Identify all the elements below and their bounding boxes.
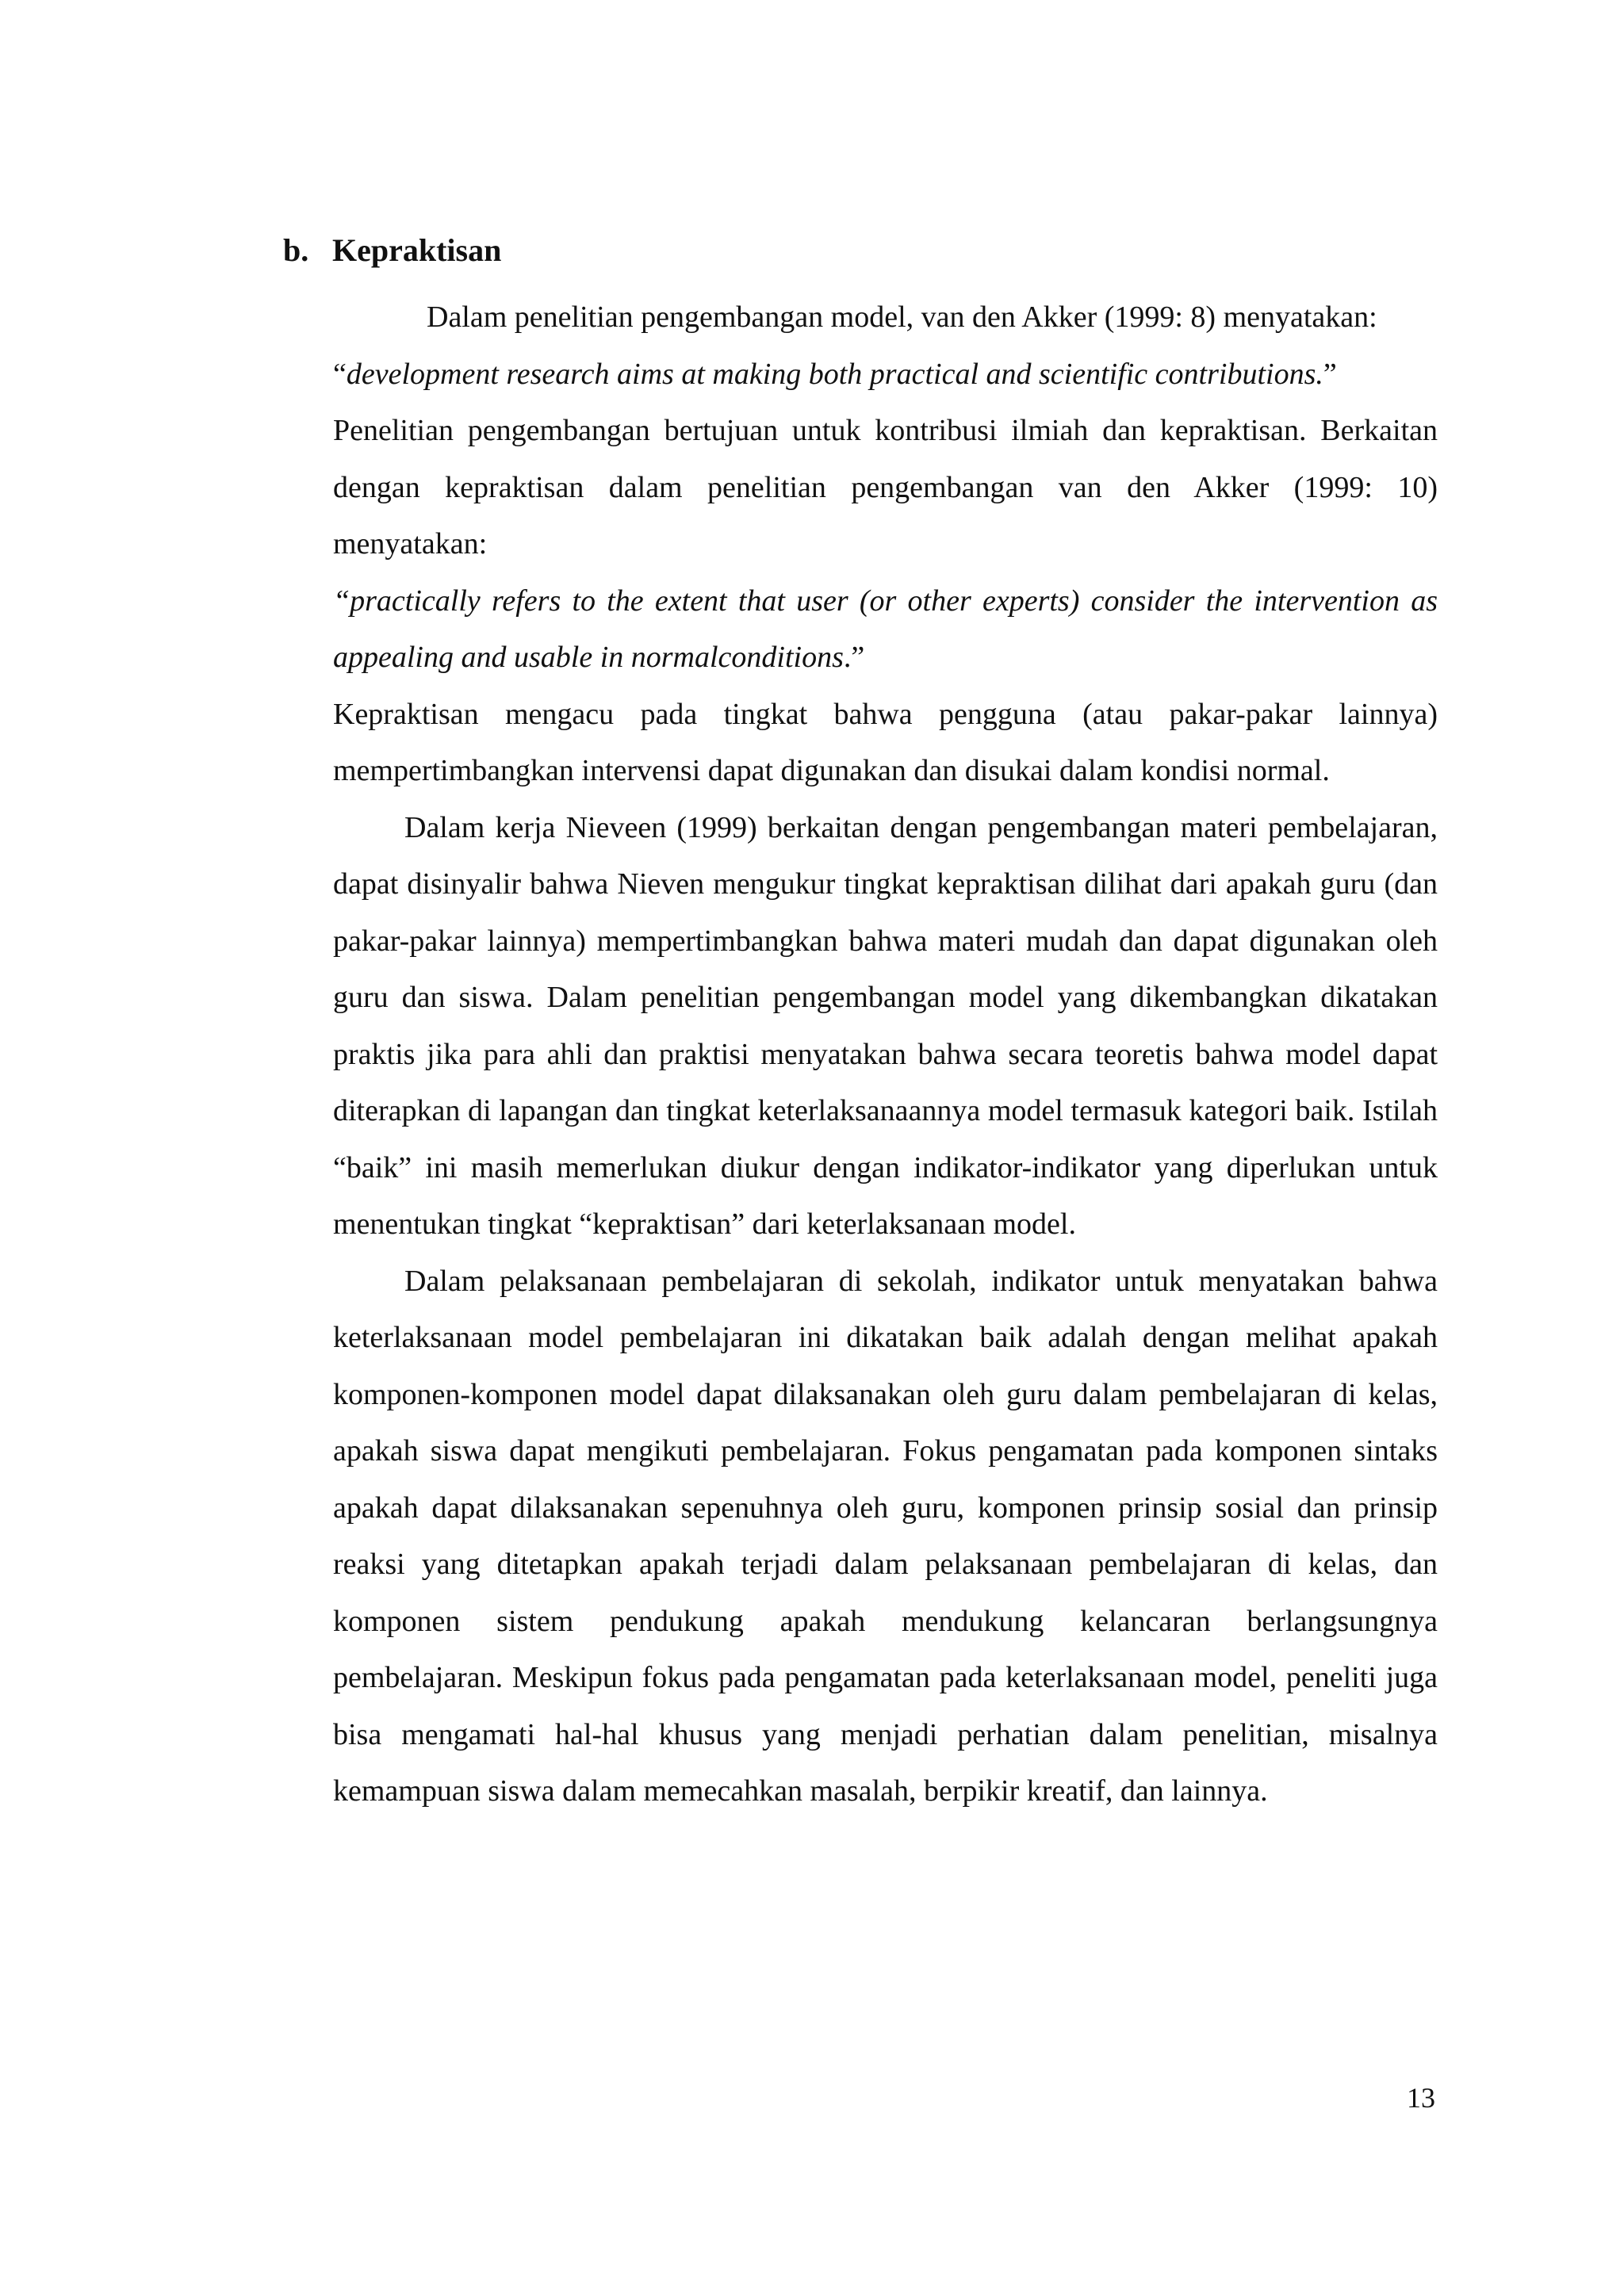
section-heading <box>283 232 501 270</box>
paragraph-kepraktisan-definition: Kepraktisan mengacu pada tingkat bahwa pengguna (atau pakar-pakar lainnya) mempertimbangkan intervensi dapat digunakan dan disukai dalam kondisi normal. <box>333 697 1438 787</box>
section-title: Kepraktisan <box>332 232 502 268</box>
quote-text: “practically refers to the extent that user (or other experts) consider the intervention as appealing and usable in normalconditions <box>333 584 1438 674</box>
body-text <box>333 289 1438 1820</box>
quote-close-mark: ” <box>1323 357 1337 391</box>
paragraph-intro: Dalam penelitian pengembangan model, van den Akker (1999: 8) menyatakan: <box>427 300 1377 334</box>
quote-open-mark: “ <box>333 357 347 391</box>
paragraph-nieveen: Dalam kerja Nieveen (1999) berkaitan dengan pengembangan materi pembelajaran, dapat disinyalir bahwa Nieven mengukur tingkat kepraktisan dilihat dari apakah guru (dan pakar-pakar lainnya) mempertimbangkan bahwa materi mudah dan dapat digunakan oleh guru dan siswa. Dalam penelitian pengembangan model yang dikembangkan dikatakan praktis jika para ahli dan praktisi menyatakan bahwa secara teoretis bahwa model dapat diterapkan di lapangan dan tingkat keterlaksanaannya model termasuk kategori baik. Istilah “baik” ini masih memerlukan diukur dengan indikator-indikator yang diperlukan untuk menentukan tingkat “kepraktisan” dari keterlaksanaan model. <box>333 810 1438 1241</box>
quote-development-research <box>333 346 1438 404</box>
paragraph-implementation: Dalam pelaksanaan pembelajaran di sekolah, indikator untuk menyatakan bahwa keterlaksanaan model pembelajaran ini dikatakan baik adalah dengan melihat apakah komponen-komponen model dapat dilaksanakan oleh guru dalam pembelajaran di kelas, apakah siswa dapat mengikuti pembelajaran. Fokus pengamatan pada komponen sintaks apakah dapat dilaksanakan sepenuhnya oleh guru, komponen prinsip sosial dan prinsip reaksi yang ditetapkan apakah terjadi dalam pelaksanaan pembelajaran di kelas, dan komponen sistem pendukung apakah mendukung kelancaran berlangsungnya pembelajaran. Meskipun fokus pada pengamatan pada keterlaksanaan model, peneliti juga bisa mengamati hal-hal khusus yang menjadi perhatian dalam penelitian, misalnya kemampuan siswa dalam memecahkan masalah, berpikir kreatif, dan lainnya. <box>333 1264 1438 1808</box>
quote-text: development research aims at making both practical and scientific contributions. <box>346 357 1323 391</box>
section-marker: b. <box>283 232 309 268</box>
quote-close-mark: .” <box>843 641 865 674</box>
page-number: 13 <box>1407 2082 1435 2114</box>
quote-practically <box>333 573 1438 687</box>
paragraph-translation: Penelitian pengembangan bertujuan untuk kontribusi ilmiah dan kepraktisan. Berkaitan dengan kepraktisan dalam penelitian pengembangan van den Akker (1999: 10) menyatakan: <box>333 414 1438 561</box>
